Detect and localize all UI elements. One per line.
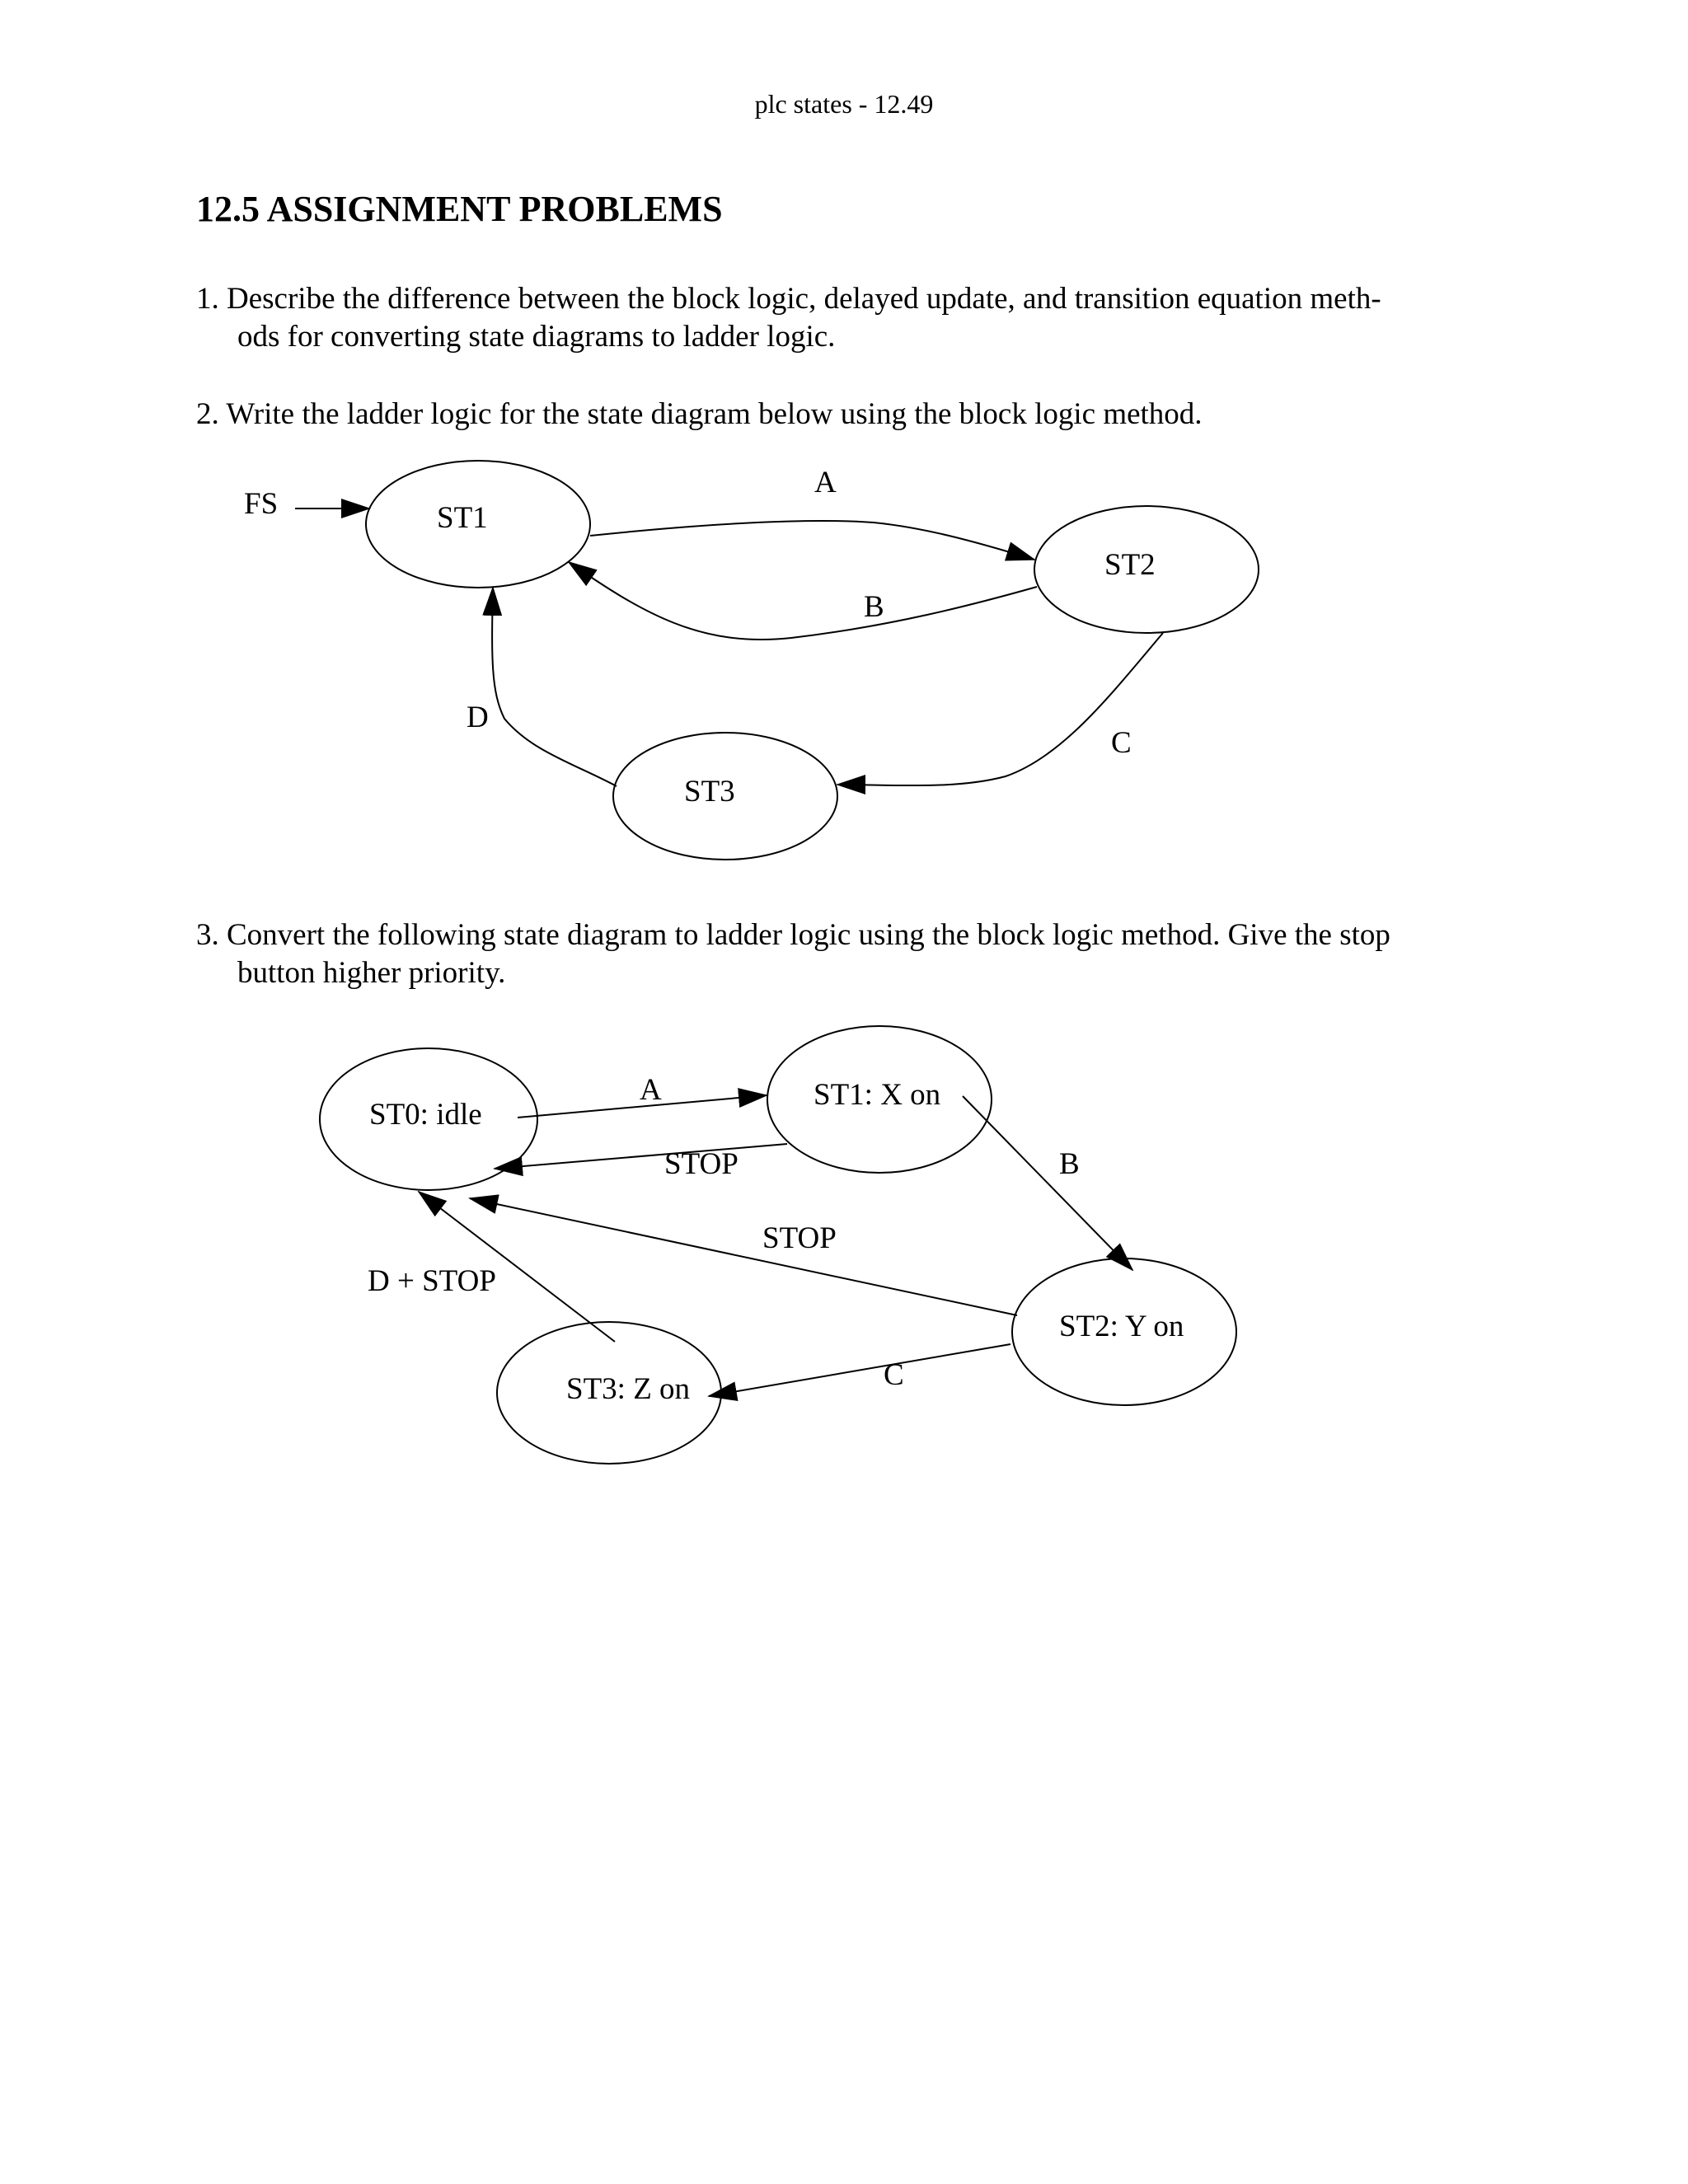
state-st1-xon-label: ST1: X on (814, 1078, 941, 1112)
state-diagram-2 (320, 1026, 1236, 1464)
transition-b-label: B (864, 590, 884, 624)
transition-b2-label: B (1059, 1147, 1080, 1181)
transition-a-arrow (590, 521, 1034, 560)
transition-stop2-label: STOP (762, 1221, 837, 1255)
transition-d-stop-label: D + STOP (368, 1264, 496, 1298)
state-st1-label: ST1 (437, 501, 488, 535)
problem-3-number: 3. (196, 918, 219, 952)
transition-c2-label: C (884, 1358, 904, 1392)
state-st3-zon-label: ST3: Z on (566, 1372, 691, 1406)
state-st2-yon-label: ST2: Y on (1059, 1310, 1184, 1343)
transition-c2-arrow (709, 1344, 1010, 1396)
problem-3-text-line1: Convert the following state diagram to ladder logic using the block logic method. Give the stop (227, 918, 1390, 952)
problem-2-number: 2. (196, 397, 219, 431)
problem-2-text-line1: Write the ladder logic for the state diagram below using the block logic method. (226, 397, 1203, 431)
transition-stop1-arrow (495, 1144, 787, 1169)
transition-a-label: A (814, 466, 837, 499)
transition-b-arrow (569, 562, 1037, 640)
state-diagram-1 (244, 461, 1259, 860)
transition-b2-arrow (963, 1096, 1132, 1270)
problem-3-text-line2: button higher priority. (237, 956, 506, 990)
running-header: plc states - 12.49 (754, 89, 934, 119)
problem-1-number: 1. (196, 282, 219, 316)
transition-a2-label: A (640, 1073, 662, 1107)
transition-c-arrow (837, 633, 1163, 785)
problem-1-text-line1: Describe the difference between the block logic, delayed update, and transition equation meth- (227, 282, 1381, 316)
state-st3-label: ST3 (684, 775, 735, 808)
transition-stop1-label: STOP (664, 1147, 738, 1181)
section-title: 12.5 ASSIGNMENT PROBLEMS (196, 189, 723, 229)
problem-1-text-line2: ods for converting state diagrams to ladder logic. (237, 320, 836, 354)
transition-d-arrow (492, 588, 617, 786)
transition-d-label: D (467, 701, 489, 734)
state-st2-label: ST2 (1104, 548, 1156, 582)
state-st0-label: ST0: idle (369, 1098, 482, 1132)
start-label-fs: FS (244, 487, 279, 521)
transition-c-label: C (1111, 726, 1132, 760)
transition-stop2-arrow (470, 1198, 1017, 1315)
